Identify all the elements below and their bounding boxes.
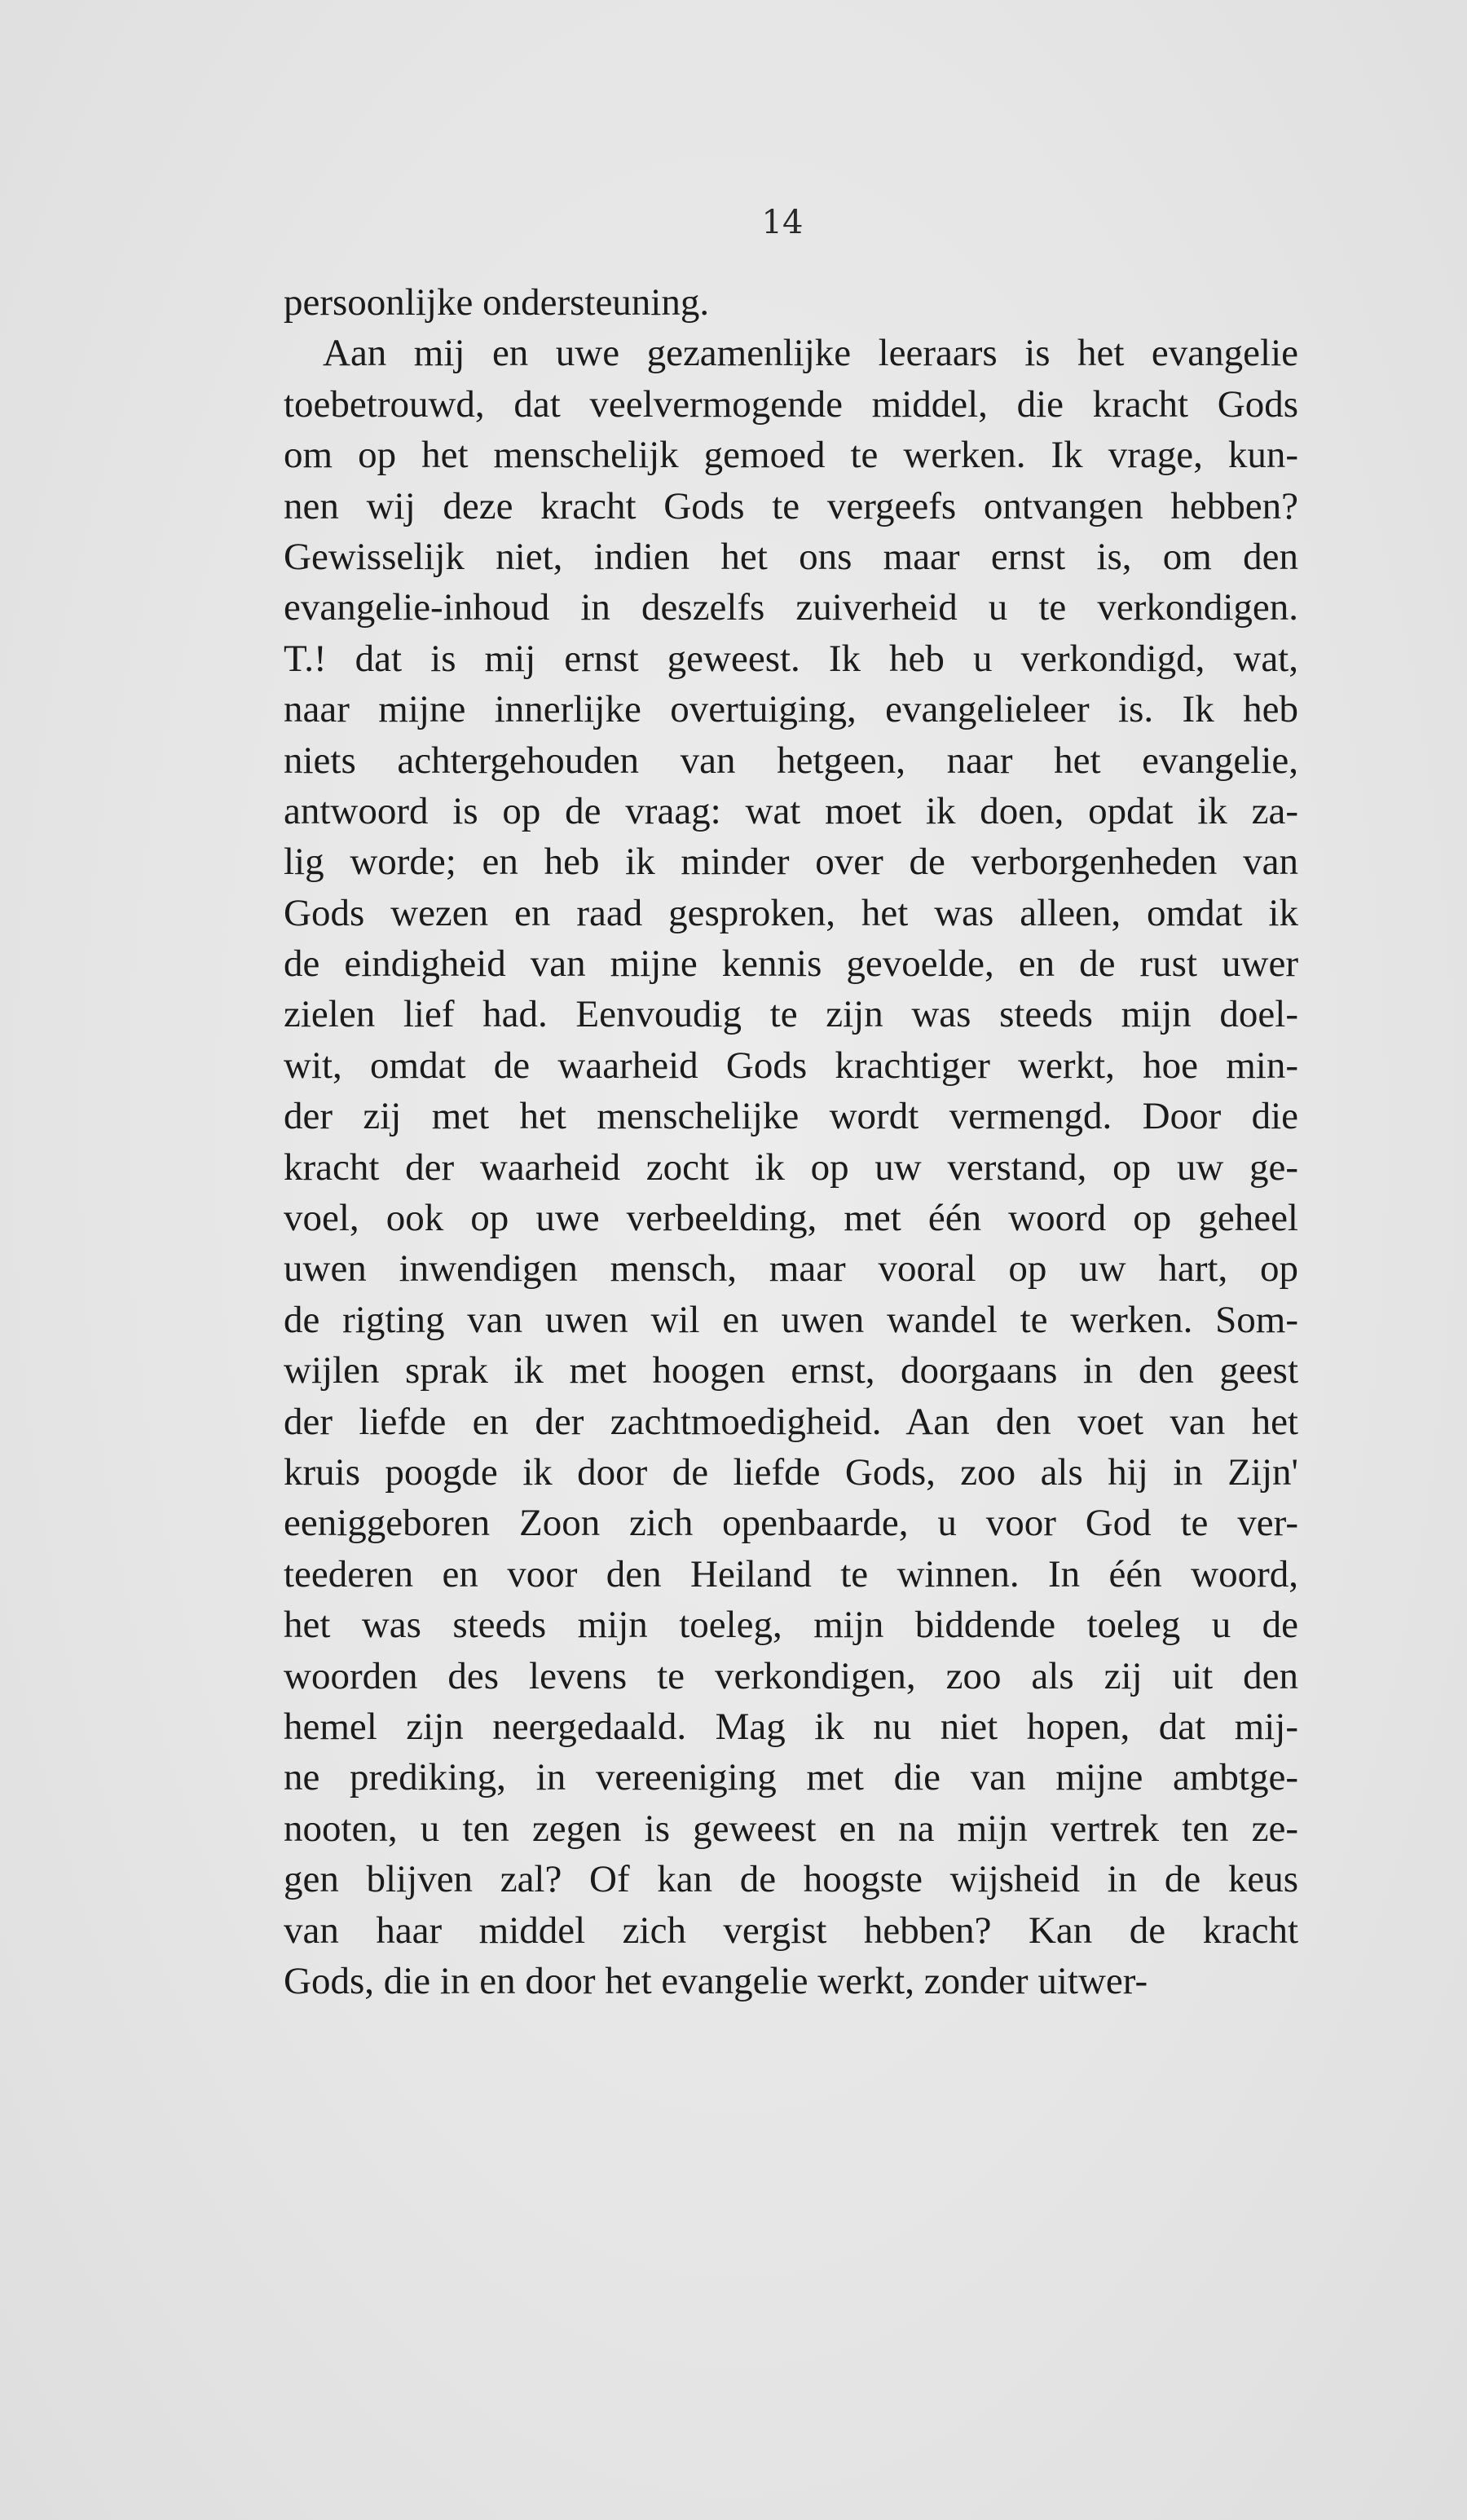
text-line: voel, ook op uwe verbeelding, met één woord op geheel [284,1197,1298,1240]
text-line: Aan mij en uwe gezamenlijke leeraars is het evangelie [323,332,1298,375]
text-line: persoonlijke ondersteuning. [284,281,710,324]
text-line: naar mijne innerlijke overtuiging, evangelieleer is. Ik heb [284,688,1298,731]
text-line: evangelie-inhoud in deszelfs zuiverheid u te verkondigen. [284,586,1298,629]
text-line: wit, omdat de waarheid Gods krachtiger werkt, hoe min- [284,1044,1298,1087]
text-line: de rigting van uwen wil en uwen wandel te werken. Som- [284,1298,1298,1341]
text-line: van haar middel zich vergist hebben? Kan de kracht [284,1909,1298,1952]
text-line: Gods, die in en door het evangelie werkt, zonder uitwer- [284,1959,1148,2002]
text-line: antwoord is op de vraag: wat moet ik doen, opdat ik za- [284,789,1298,832]
text-line: eeniggeboren Zoon zich openbaarde, u voor God te ver- [284,1502,1298,1545]
text-line: kracht der waarheid zocht ik op uw verstand, op uw ge- [284,1145,1298,1189]
text-line: Gewisselijk niet, indien het ons maar ernst is, om den [284,535,1298,578]
text-line: het was steeds mijn toeleg, mijn biddende toeleg u de [284,1604,1298,1647]
text-line: gen blijven zal? Of kan de hoogste wijsheid in de keus [284,1858,1298,1901]
page-number: 14 [761,204,804,241]
text-line: niets achtergehouden van hetgeen, naar het evangelie, [284,739,1298,782]
text-line: T.! dat is mij ernst geweest. Ik heb u verkondigd, wat, [284,637,1298,680]
text-line: hemel zijn neergedaald. Mag ik nu niet hopen, dat mij- [284,1705,1298,1748]
text-line: toebetrouwd, dat veelvermogende middel, die kracht Gods [284,382,1298,426]
text-line: kruis poogde ik door de liefde Gods, zoo als hij in Zijn' [284,1450,1298,1494]
text-line: der liefde en der zachtmoedigheid. Aan den voet van het [284,1400,1298,1443]
text-line: lig worde; en heb ik minder over de verborgenheden van [284,841,1298,884]
body-text [284,277,1298,2006]
text-line: teederen en voor den Heiland te winnen. In één woord, [284,1552,1298,1595]
text-line: ne prediking, in vereeniging met die van mijne ambtge- [284,1756,1298,1799]
text-line: der zij met het menschelijke wordt vermengd. Door die [284,1095,1298,1138]
text-line: uwen inwendigen mensch, maar vooral op uw hart, op [284,1247,1298,1291]
text-line: de eindigheid van mijne kennis gevoelde, en de rust uwer [284,942,1298,986]
text-line: nooten, u ten zegen is geweest en na mijn vertrek ten ze- [284,1807,1298,1850]
text-line: zielen lief had. Eenvoudig te zijn was steeds mijn doel- [284,993,1298,1036]
text-line: nen wij deze kracht Gods te vergeefs ontvangen hebben? [284,484,1298,527]
text-line: woorden des levens te verkondigen, zoo als zij uit den [284,1654,1298,1697]
text-line: Gods wezen en raad gesproken, het was alleen, omdat ik [284,891,1298,934]
text-line: wijlen sprak ik met hoogen ernst, doorgaans in den geest [284,1349,1298,1392]
text-line: om op het menschelijk gemoed te werken. Ik vrage, kun- [284,434,1298,477]
